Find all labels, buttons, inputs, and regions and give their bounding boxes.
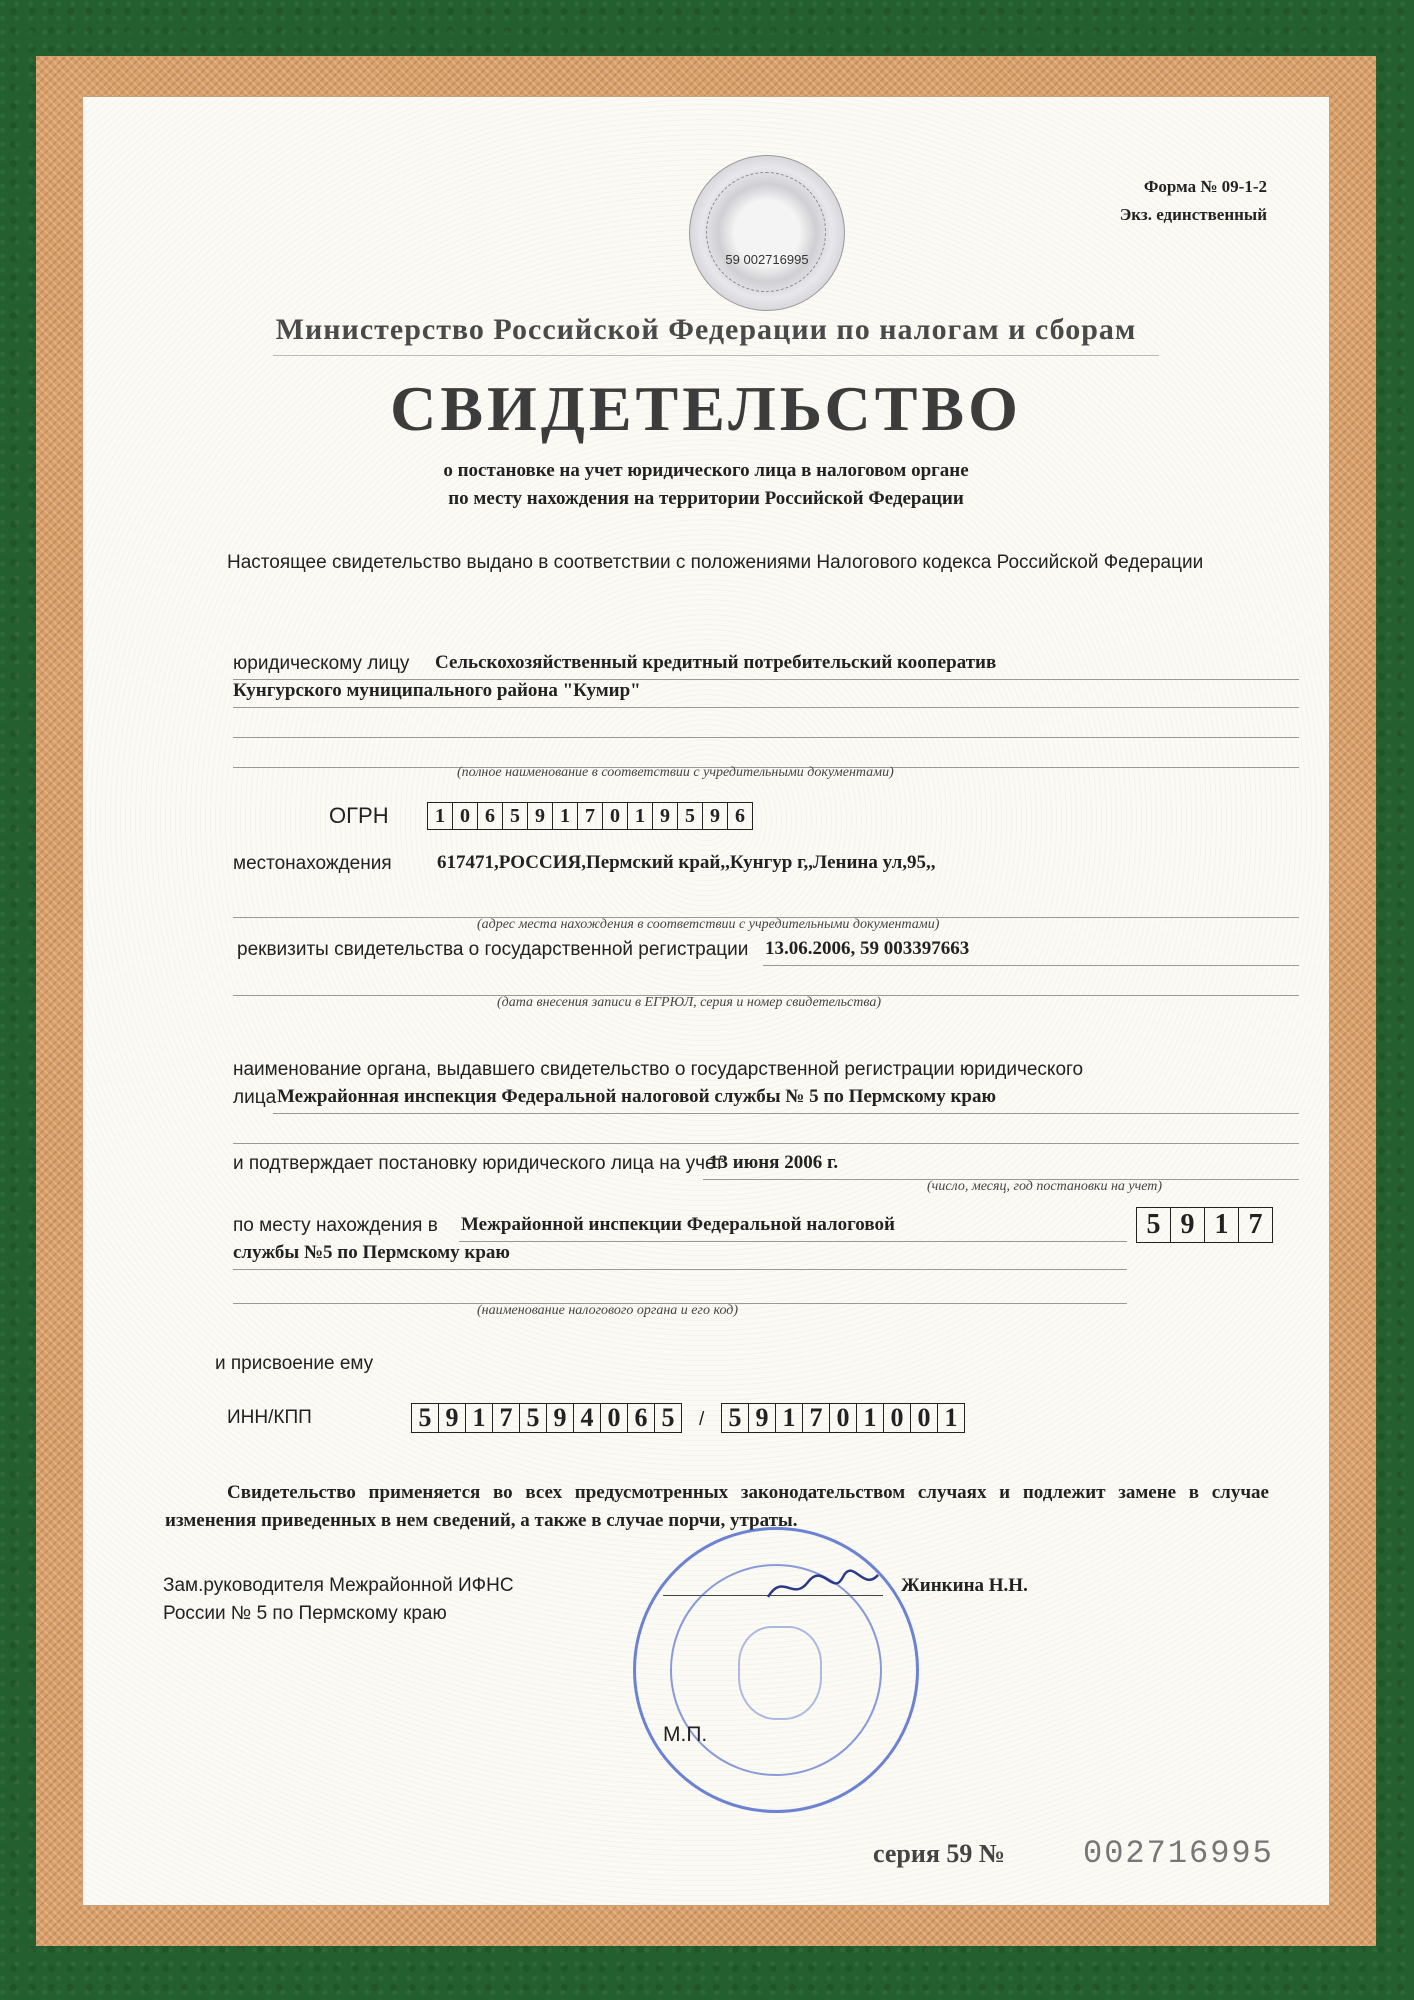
ogrn-boxes <box>427 802 753 830</box>
form-copy: Экз. единственный <box>1119 205 1267 224</box>
digit-box: 5 <box>520 1404 547 1432</box>
assign-text: и присвоение ему <box>215 1353 374 1374</box>
serial-label: серия 59 № <box>873 1839 1006 1868</box>
digit-box: 5 <box>678 803 703 829</box>
ogrn-label: ОГРН <box>329 803 389 828</box>
form-info <box>1120 173 1267 229</box>
issuer-line-2 <box>233 1143 1299 1144</box>
signer-position-line-1: Зам.руководителя Межрайонной ИФНС <box>163 1575 514 1596</box>
digit-box: 1 <box>466 1404 493 1432</box>
digit-box: 6 <box>735 805 745 827</box>
digit-box: 5 <box>661 1403 675 1432</box>
certificate-paper <box>82 96 1330 1906</box>
seal-mark: М.П. <box>663 1723 708 1746</box>
confirm-caption: (число, месяц, год постановки на учет) <box>927 1179 1163 1194</box>
hologram-seal <box>689 155 845 311</box>
digit-box: 9 <box>547 1404 574 1432</box>
location-value: 617471,РОССИЯ,Пермский край,,Кунгур г,,Ленина ул,95,, <box>437 852 936 873</box>
tax-office-value-line-1: Межрайонной инспекции Федеральной налоговой <box>461 1214 895 1235</box>
inn-kpp-label: ИНН/КПП <box>227 1407 312 1428</box>
digit-box: 9 <box>653 803 678 829</box>
tax-office-value-line-2: службы №5 по Пермскому краю <box>233 1242 510 1263</box>
digit-box: 1 <box>857 1404 884 1432</box>
digit-box: 9 <box>749 1404 776 1432</box>
digit-box: 1 <box>628 803 653 829</box>
digit-box: 9 <box>528 803 553 829</box>
digit-box: 0 <box>453 803 478 829</box>
serial-number: 002716995 <box>1083 1835 1274 1872</box>
location-label: местонахождения <box>233 853 392 874</box>
digit-box: 0 <box>830 1404 857 1432</box>
digit-box: 4 <box>574 1404 601 1432</box>
registration-value: 13.06.2006, 59 003397663 <box>765 938 970 959</box>
tax-office-line-1 <box>459 1241 1127 1242</box>
registration-label: реквизиты свидетельства о государственной регистрации <box>237 939 749 960</box>
issuer-line-1 <box>273 1113 1299 1114</box>
entity-caption: (полное наименование в соответствии с учредительными документами) <box>457 765 894 780</box>
digit-box: 7 <box>493 1404 520 1432</box>
digit-box: 6 <box>478 803 503 829</box>
tax-office-code-boxes <box>1136 1207 1273 1243</box>
coat-of-arms-icon <box>738 1626 822 1720</box>
digit-box: 1 <box>428 803 453 829</box>
entity-name-line-2: Кунгурского муниципального района "Кумир" <box>233 680 641 701</box>
digit-box: 9 <box>1171 1208 1205 1242</box>
digit-box: 1 <box>553 803 578 829</box>
kpp-boxes <box>721 1403 965 1433</box>
certificate-border <box>36 56 1376 1946</box>
issuer-label-line-1: наименование органа, выдавшего свидетельство о государственной регистрации юридического <box>233 1059 1084 1080</box>
digit-box: 0 <box>603 803 628 829</box>
notice-text: Свидетельство применяется во всех предусмотренных законодательством случаях и подлежит замене в случае изменения приведенных в нем сведений, а также в случае порчи, утраты. <box>165 1482 1269 1531</box>
signer-position-line-2: России № 5 по Пермскому краю <box>163 1603 447 1624</box>
ministry-underline <box>273 355 1159 356</box>
ministry-heading: Министерство Российской Федерации по налогам и сборам <box>275 313 1137 346</box>
subtitle <box>83 457 1329 513</box>
digit-box: 5 <box>722 1404 749 1432</box>
entity-label: юридическому лицу <box>233 653 410 674</box>
digit-box: 0 <box>884 1404 911 1432</box>
subtitle-line-1: о постановке на учет юридического лица в налоговом органе <box>443 460 969 481</box>
entity-line-2 <box>233 707 1299 708</box>
digit-box: 5 <box>503 803 528 829</box>
inn-boxes <box>411 1403 682 1433</box>
digit-box: 7 <box>803 1404 830 1432</box>
hologram-ring <box>706 172 826 292</box>
digit-box: 0 <box>601 1404 628 1432</box>
issuer-label-line-2: лица <box>233 1087 277 1108</box>
location-caption: (адрес места нахождения в соответствии с учредительными документами) <box>477 917 940 932</box>
hologram-number: 59 002716995 <box>725 252 809 267</box>
intro-text: Настоящее свидетельство выдано в соответствии с положениями Налогового кодекса Российской Федерации <box>227 552 1204 573</box>
registration-caption: (дата внесения записи в ЕГРЮЛ, серия и номер свидетельства) <box>497 995 881 1010</box>
digit-box: 0 <box>911 1404 938 1432</box>
inn-kpp-separator: / <box>699 1409 705 1430</box>
digit-box: 9 <box>439 1404 466 1432</box>
tax-office-label: по месту нахождения в <box>233 1215 438 1236</box>
tax-office-caption: (наименование налогового органа и его код) <box>477 1303 739 1318</box>
digit-box: 1 <box>1205 1208 1239 1242</box>
confirm-date: 13 июня 2006 г. <box>709 1152 839 1173</box>
digit-box: 1 <box>776 1404 803 1432</box>
digit-box: 1 <box>944 1403 958 1432</box>
registration-line-1 <box>763 965 1299 966</box>
digit-box: 6 <box>628 1404 655 1432</box>
confirm-label: и подтверждает постановку юридического лица на учет <box>233 1153 724 1174</box>
form-number: Форма № 09-1-2 <box>1143 177 1267 196</box>
digit-box: 7 <box>1248 1209 1263 1240</box>
issuer-value: Межрайонная инспекция Федеральной налоговой службы № 5 по Пермскому краю <box>277 1086 996 1107</box>
digit-box: 5 <box>412 1404 439 1432</box>
entity-line-3 <box>233 737 1299 738</box>
digit-box: 9 <box>703 803 728 829</box>
tax-office-line-2 <box>233 1269 1127 1270</box>
subtitle-line-2: по месту нахождения на территории Российской Федерации <box>448 488 964 509</box>
page-title: СВИДЕТЕЛЬСТВО <box>390 373 1022 444</box>
digit-box: 7 <box>578 803 603 829</box>
entity-name-line-1: Сельскохозяйственный кредитный потребительский кооператив <box>435 652 997 673</box>
signer-name: Жинкина Н.Н. <box>901 1575 1028 1596</box>
digit-box: 5 <box>1137 1208 1171 1242</box>
signature-icon <box>763 1567 883 1607</box>
